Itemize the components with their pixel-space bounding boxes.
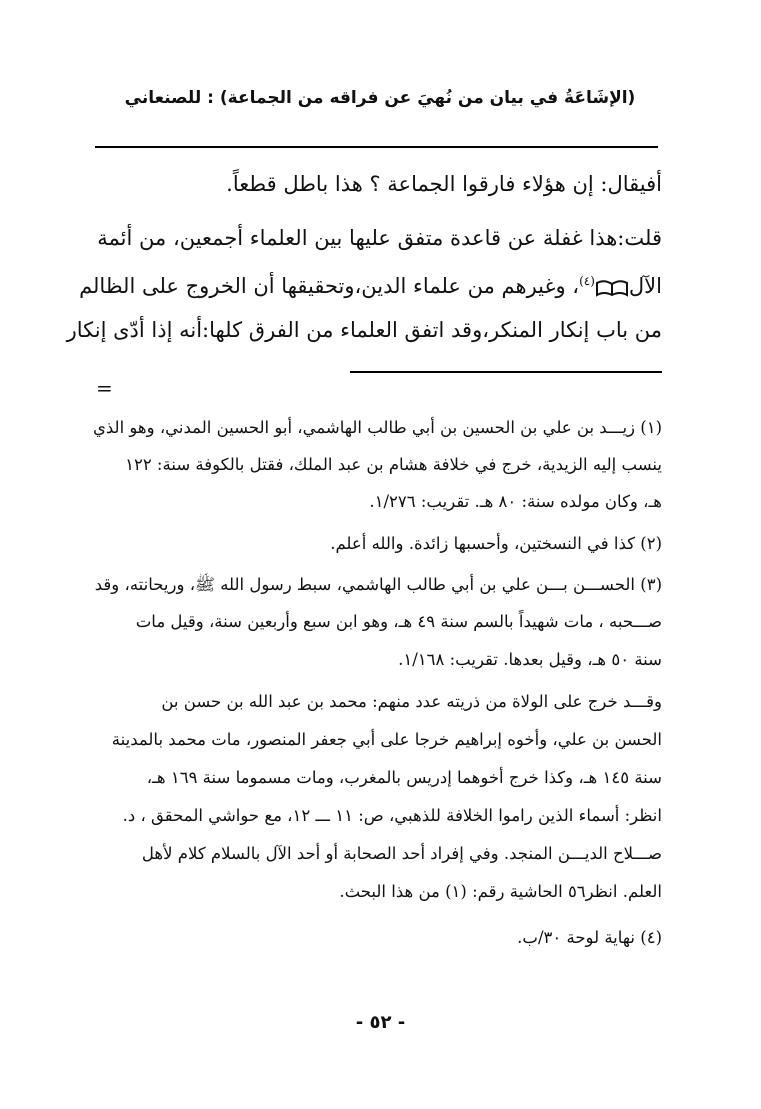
body-line: أفيقال: إن هؤلاء فارقوا الجماعة ؟ هذا باطل قطعاً. <box>226 172 662 196</box>
footnote-line: (١) زيـــد بن علي بن الحسين بن أبي طالب الهاشمي، أبو الحسين المدني، وهو الذي <box>92 418 662 437</box>
footnote-line: (٣) الحســـن بـــن علي بن أبي طالب الهاشمي، سبط رسول الله ﷺ، وريحانته، وقد <box>94 575 662 594</box>
footnote-line: الحسن بن علي، وأخوه إبراهيم خرجا على أبي جعفر المنصور، مات محمد بالمدينة <box>111 730 662 749</box>
footnote-line: (٤) نهاية لوحة ٣٠/ب. <box>517 928 662 947</box>
body-line: قلت:هذا غفلة عن قاعدة متفق عليها بين العلماء أجمعين، من أئمة <box>97 226 662 250</box>
page-number: - ٥٢ - <box>355 1012 406 1033</box>
running-header: (الإشَاعَةُ في بيان من نُهيَ عن فراقه من الجماعة) : للصنعاني <box>124 88 636 108</box>
footnote-line: صـــلاح الديـــن المنجد. وفي إفراد أحد الصحابة أو أحد الآل بالسلام كلام لأهل <box>141 844 662 863</box>
footnote-line: سنة ١٤٥ هـ، وكذا خرج أخوهما إدريس بالمغرب، ومات مسموما سنة ١٦٩ هـ، <box>146 768 662 787</box>
continuation-mark: = <box>96 376 113 400</box>
footnote-line: سنة ٥٠ هـ، وقيل بعدها. تقريب: ١/١٦٨. <box>398 650 662 669</box>
footnote-line: العلم. انظر٥٦ الحاشية رقم: (١) من هذا البحث. <box>339 882 662 901</box>
footnote-ref: (٤) <box>579 274 595 288</box>
footnote-line: انظر: أسماء الذين راموا الخلافة للذهبي، ص: ١١ ـــ ١٢، مع حواشي المحقق ، د. <box>122 806 662 825</box>
footnote-rule <box>350 371 662 373</box>
footnote-line: وقـــد خرج على الولاة من ذريته عدد منهم: محمد بن عبد الله بن حسن بن <box>161 692 662 711</box>
footnote-line: صـــحبه ، مات شهيداً بالسم سنة ٤٩ هـ، وهو ابن سبع وأربعين سنة، وقيل مات <box>135 612 662 631</box>
footnote-line: هـ، وكان مولده سنة: ٨٠ هـ. تقريب: ١/٢٧٦. <box>369 492 662 511</box>
open-book-icon <box>595 279 629 297</box>
footnote-line: (٢) كذا في النسختين، وأحسبها زائدة. والله أعلم. <box>330 534 662 553</box>
header-rule <box>95 146 658 148</box>
footnote-line: ينسب إليه الزيدية، خرج في خلافة هشام بن عبد الملك، فقتل بالكوفة سنة: ١٢٢ <box>125 455 662 474</box>
body-line: من باب إنكار المنكر،وقد اتفق العلماء من الفرق كلها:أنه إذا أدّى إنكار <box>66 318 662 342</box>
body-line-3 <box>79 274 662 298</box>
body-line: ، وغيرهم من علماء الدين،وتحقيقها أن الخروج على الظالم <box>79 274 580 298</box>
line-prefix: الآل <box>628 274 662 298</box>
